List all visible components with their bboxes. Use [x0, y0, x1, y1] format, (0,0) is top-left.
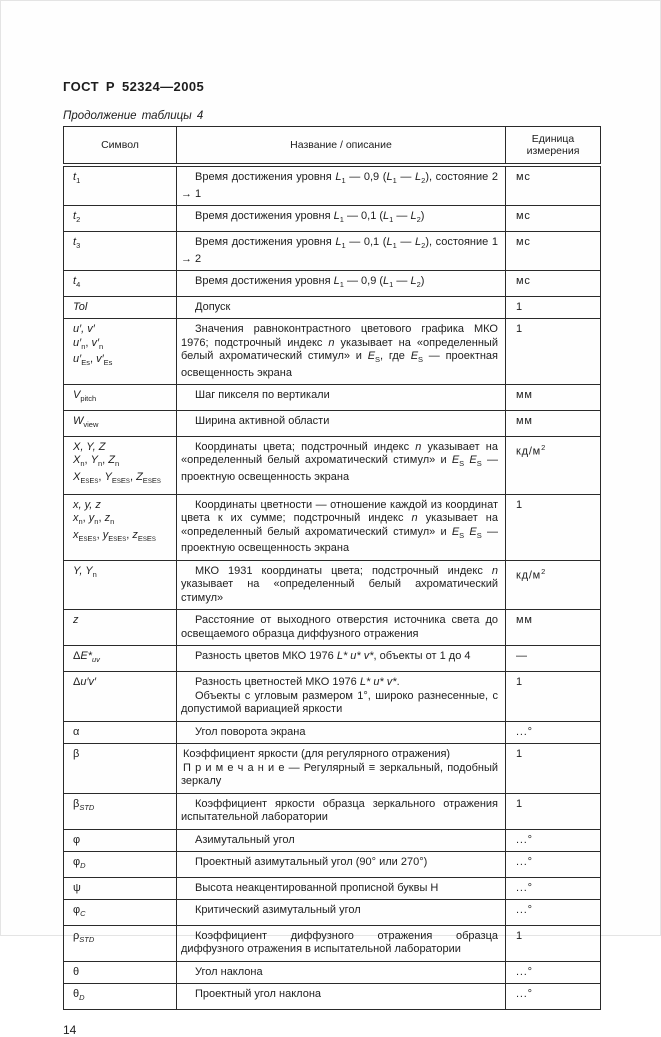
unit-cell: 1 — [506, 672, 601, 722]
table-header-row — [64, 127, 601, 166]
table-row — [64, 296, 601, 319]
table-row — [64, 744, 601, 794]
description-cell — [177, 385, 506, 411]
unit-cell: ...° — [506, 852, 601, 878]
symbol-line: $x_{ESES}$, $y_{ESES}$, $z_{ESES}$ — [73, 528, 156, 544]
description-paragraph: Разность цветностей МКО 1976 L* u* v*. — [195, 676, 400, 689]
symbol-cell — [64, 852, 177, 878]
unit-cell: мм — [506, 385, 601, 411]
description-paragraph: Угол наклона — [195, 965, 263, 978]
unit-cell: мс — [506, 231, 601, 270]
description-cell — [177, 165, 506, 206]
doc-number: ГОСТ Р 52324—2005 — [63, 79, 205, 94]
description-cell — [177, 829, 506, 852]
symbol-cell — [64, 411, 177, 437]
unit-cell: ...° — [506, 877, 601, 900]
symbol-line: $W_{view}$ — [73, 415, 99, 430]
col-header-unit: Единица измерения — [506, 127, 601, 166]
description-paragraph: Коэффициент яркости образца зеркального отражения испытательной лаборатории — [181, 797, 498, 824]
col-header-description: Название / описание — [177, 127, 506, 166]
description-cell — [177, 494, 506, 560]
description-paragraph: Разность цветов МКО 1976 L* u* v*, объекты от 1 до 4 — [195, 650, 471, 663]
symbol-line: β — [73, 748, 80, 761]
unit-cell: ...° — [506, 900, 601, 926]
symbol-line: $\Delta E*_{uv}$ — [73, 650, 100, 665]
symbol-line: $X_{ESES}$, $Y_{ESES}$, $Z_{ESES}$ — [73, 471, 161, 486]
description-paragraph: Время достижения уровня $L_1$ — 0,9 ($L_1$ — $L_2$) — [195, 275, 425, 290]
table-caption: Продолжение таблицы 4 — [63, 110, 204, 122]
description-cell — [177, 610, 506, 646]
table-row — [64, 925, 601, 961]
description-cell — [177, 411, 506, 437]
unit-cell: ...° — [506, 961, 601, 984]
symbol-line: z — [73, 614, 79, 627]
description-cell — [177, 319, 506, 385]
description-cell — [177, 206, 506, 232]
symbol-cell — [64, 646, 177, 672]
description-paragraph: Шаг пикселя по вертикали — [195, 389, 330, 402]
table-row — [64, 852, 601, 878]
symbol-line: $t_4$ — [73, 275, 81, 290]
table-row — [64, 436, 601, 494]
symbol-line: φ — [73, 833, 81, 846]
symbol-line: x, y, z — [73, 498, 101, 511]
table-row — [64, 610, 601, 646]
symbol-line: Tol — [73, 300, 88, 313]
symbol-cell — [64, 231, 177, 270]
symbol-cell — [64, 925, 177, 961]
symbol-line: $\beta_{STD}$ — [73, 797, 95, 812]
symbol-line: ψ — [73, 881, 81, 894]
description-cell — [177, 231, 506, 270]
description-paragraph: Время достижения уровня $L_1$ — 0,9 ($L_1$ — $L_2$), состояние 2 → 1 — [181, 171, 498, 200]
symbol-line: α — [73, 725, 80, 738]
symbol-line: u′, v′ — [73, 323, 95, 336]
unit-cell: ...° — [506, 984, 601, 1010]
symbol-line: $X_n$, $Y_n$, $Z_n$ — [73, 454, 120, 469]
symbol-cell — [64, 829, 177, 852]
table-row — [64, 984, 601, 1010]
description-paragraph: Координаты цвета; подстрочный индекс n указывает на «определенный белый ахроматический стимул» и $E_S$ $E_S$ — проектную освещенность экрана — [181, 440, 499, 483]
symbol-cell — [64, 319, 177, 385]
symbol-cell — [64, 206, 177, 232]
description-paragraph: Коэффициент диффузного отражения образца диффузного отражения в испытательной лаборатории — [181, 929, 498, 956]
symbol-line: $u'_n$, $v'_n$ — [73, 336, 104, 351]
table-row — [64, 231, 601, 270]
symbol-line: $\varphi_C$ — [73, 904, 86, 919]
description-cell — [177, 793, 506, 829]
table-row — [64, 206, 601, 232]
description-cell — [177, 646, 506, 672]
table-row — [64, 900, 601, 926]
unit-cell: мс — [506, 271, 601, 297]
unit-cell: 1 — [506, 296, 601, 319]
symbol-cell — [64, 900, 177, 926]
col-header-symbol: Символ — [64, 127, 177, 166]
description-paragraph: Проектный азимутальный угол (90° или 270°) — [195, 856, 428, 869]
symbol-cell — [64, 436, 177, 494]
description-cell — [177, 721, 506, 744]
symbol-line: $x_n$, $y_n$, $z_n$ — [73, 512, 115, 527]
description-paragraph: Координаты цветности — отношение каждой из координат цвета к их сумме; подстрочный индекс n указывает на «определенный белый ахроматический стимул» и $E_S$ $E_S$ — проектную освещенность экрана — [181, 498, 499, 555]
unit-cell: ...° — [506, 829, 601, 852]
table-row — [64, 165, 601, 206]
symbol-line: $t_2$ — [73, 210, 81, 225]
unit-cell: 1 — [506, 494, 601, 560]
symbol-cell — [64, 271, 177, 297]
symbol-cell — [64, 672, 177, 722]
unit-cell: ...° — [506, 721, 601, 744]
description-cell — [177, 877, 506, 900]
description-paragraph: Проектный угол наклона — [195, 988, 322, 1001]
table-row — [64, 877, 601, 900]
unit-cell: 1 — [506, 925, 601, 961]
description-paragraph: Время достижения уровня $L_1$ — 0,1 ($L_1$ — $L_2$) — [195, 210, 425, 225]
unit-cell: 1 — [506, 793, 601, 829]
description-paragraph: Время достижения уровня $L_1$ — 0,1 ($L_1$ — $L_2$), состояние 1 → 2 — [181, 235, 498, 265]
page-number: 14 — [63, 1023, 77, 1037]
description-paragraph: Критический азимутальный угол — [195, 904, 361, 917]
unit-cell: мм — [506, 411, 601, 437]
symbol-line: θ — [73, 965, 80, 978]
table-row — [64, 385, 601, 411]
table-row — [64, 646, 601, 672]
description-paragraph: Расстояние от выходного отверстия источника света до освещаемого образца диффузного отражения — [181, 614, 498, 640]
symbol-line: Δu′v′ — [73, 676, 97, 689]
table-row — [64, 411, 601, 437]
unit-cell: $кд/м^2$ — [506, 560, 601, 610]
description-paragraph: Допуск — [195, 300, 231, 313]
symbol-cell — [64, 165, 177, 206]
symbol-line: X, Y, Z — [73, 440, 106, 453]
description-paragraph: П р и м е ч а н и е — Регулярный ≡ зеркальный, подобный зеркалу — [181, 761, 498, 788]
symbol-cell — [64, 494, 177, 560]
table-row — [64, 319, 601, 385]
symbol-cell — [64, 610, 177, 646]
symbol-line: $t_3$ — [73, 235, 81, 251]
unit-cell: мс — [506, 165, 601, 206]
symbol-line: $t_1$ — [73, 171, 81, 186]
symbol-cell — [64, 560, 177, 610]
unit-cell: $кд/м^2$ — [506, 436, 601, 494]
description-paragraph: Коэффициент яркости (для регулярного отражения) — [183, 748, 451, 761]
table-row — [64, 721, 601, 744]
unit-cell: 1 — [506, 744, 601, 794]
unit-cell: 1 — [506, 319, 601, 385]
table-row — [64, 793, 601, 829]
table-body — [64, 165, 601, 1010]
symbol-cell — [64, 296, 177, 319]
symbol-cell — [64, 385, 177, 411]
symbol-line: $\theta_D$ — [73, 988, 85, 1003]
description-cell — [177, 744, 506, 794]
description-cell — [177, 961, 506, 984]
description-paragraph: Азимутальный угол — [195, 833, 295, 846]
symbol-line: $u'_{Es}$, $v'_{Es}$ — [73, 353, 113, 368]
description-paragraph: Объекты с угловым размером 1°, широко разнесенные, с допустимой вариацией яркости — [181, 689, 498, 716]
symbol-cell — [64, 984, 177, 1010]
table-row — [64, 672, 601, 722]
symbol-line: $\varphi_D$ — [73, 856, 86, 871]
symbol-cell — [64, 793, 177, 829]
table-row — [64, 961, 601, 984]
symbol-cell — [64, 744, 177, 794]
description-paragraph: Значения равноконтрастного цветового графика МКО 1976; подстрочный индекс n указывает на «определенный белый ахроматический стимул» и $E_S$, где $E_S$ — проектная освещенность экрана — [181, 323, 499, 379]
description-paragraph: Угол поворота экрана — [195, 725, 306, 738]
symbol-line: Y, $Y_n$ — [73, 564, 97, 580]
description-paragraph: Ширина активной области — [195, 415, 330, 428]
description-cell — [177, 271, 506, 297]
description-cell — [177, 296, 506, 319]
description-cell — [177, 984, 506, 1010]
symbol-cell — [64, 721, 177, 744]
description-paragraph: Высота неакцентированной прописной буквы Н — [195, 881, 439, 894]
description-cell — [177, 560, 506, 610]
description-cell — [177, 436, 506, 494]
symbol-cell — [64, 961, 177, 984]
symbol-cell — [64, 877, 177, 900]
description-cell — [177, 852, 506, 878]
unit-cell: — — [506, 646, 601, 672]
symbols-table — [63, 126, 601, 1010]
table-row — [64, 560, 601, 610]
table-row — [64, 829, 601, 852]
description-cell — [177, 900, 506, 926]
symbol-line: $\rho_{STD}$ — [73, 929, 95, 945]
description-cell — [177, 672, 506, 722]
unit-cell: мс — [506, 206, 601, 232]
symbol-line: $V_{pitch}$ — [73, 389, 97, 404]
table-row — [64, 271, 601, 297]
table-row — [64, 494, 601, 560]
unit-cell: мм — [506, 610, 601, 646]
description-paragraph: МКО 1931 координаты цвета; подстрочный индекс n указывает на «определенный белый ахроматический стимул» — [181, 564, 498, 604]
description-cell — [177, 925, 506, 961]
